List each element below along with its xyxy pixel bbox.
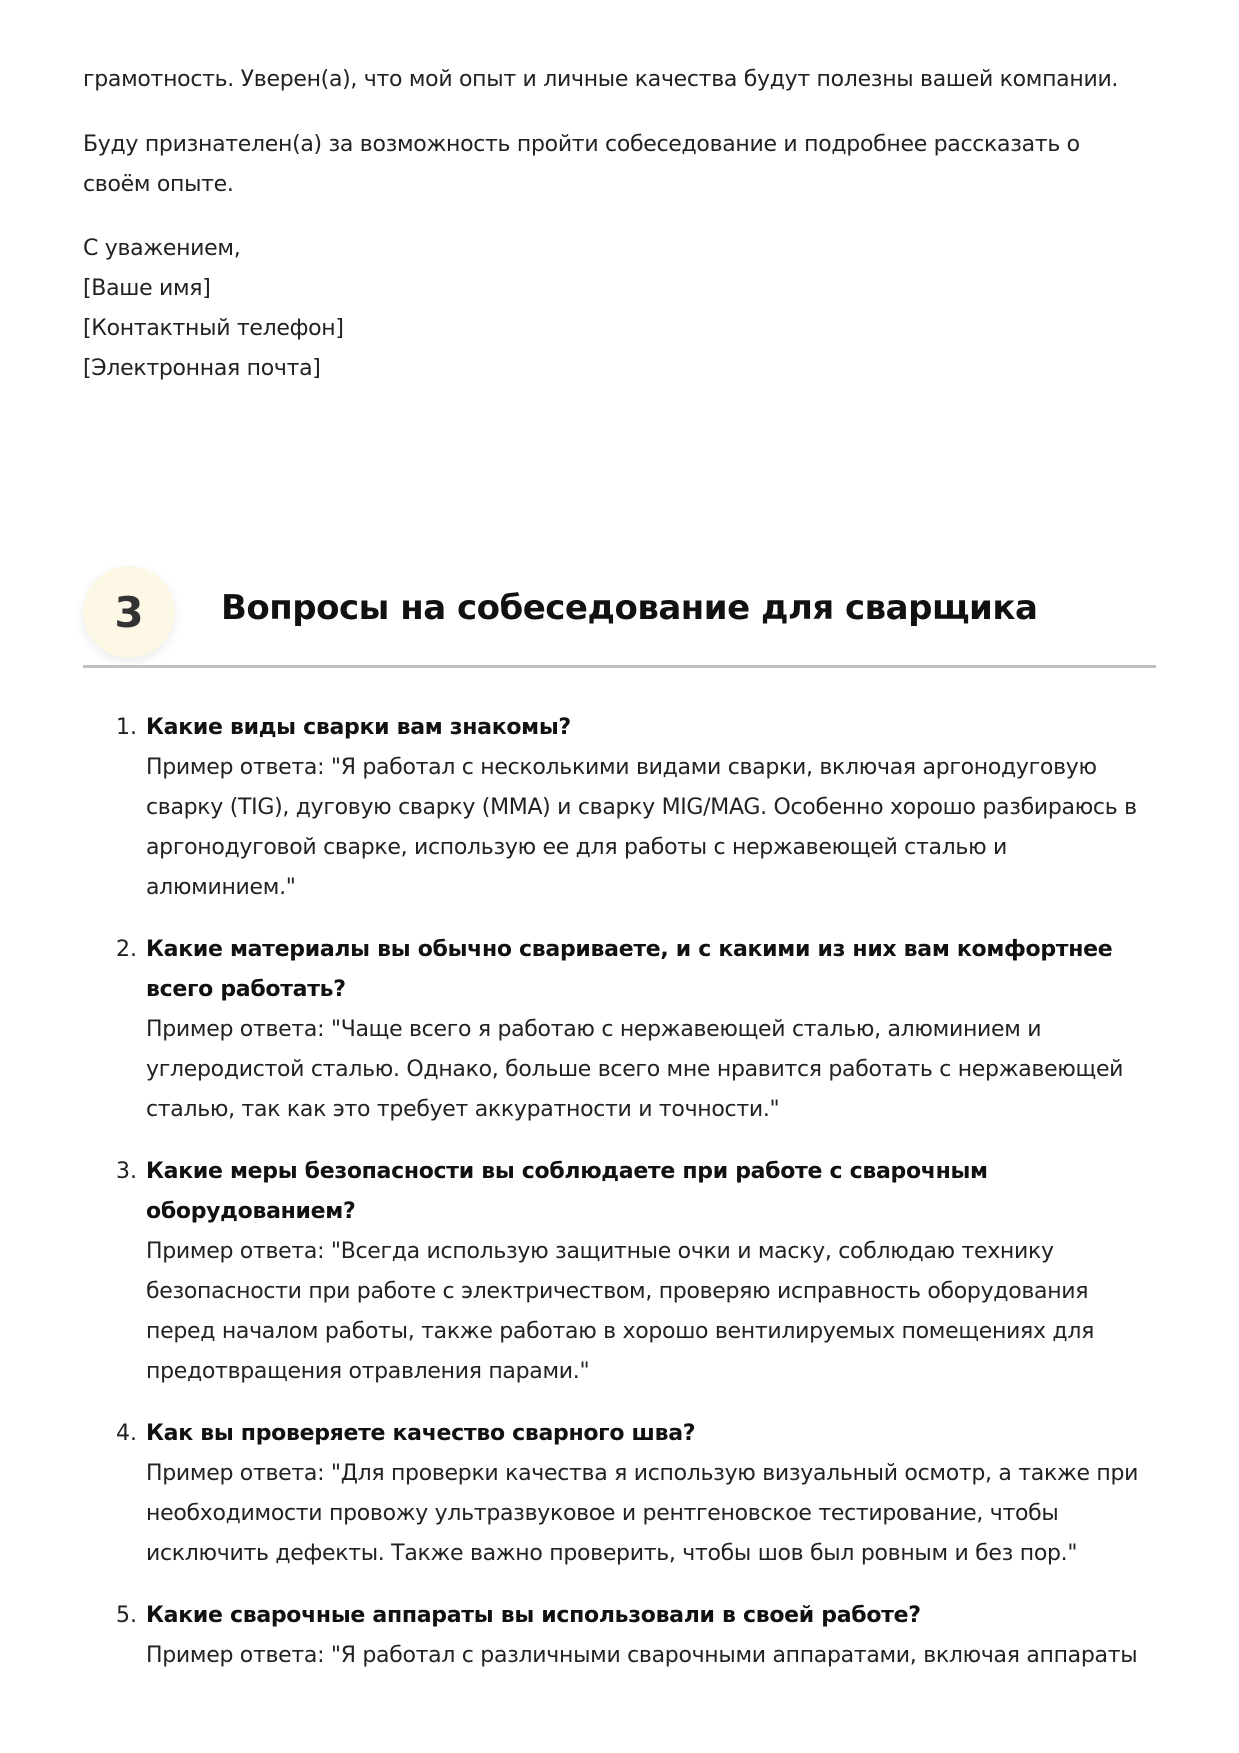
question-text: Как вы проверяете качество сварного шва? bbox=[146, 1421, 696, 1446]
answer-text: Пример ответа: "Всегда использую защитные очки и маску, соблюдаю технику безопасности при работе с электричеством, проверяю исправность оборудования перед началом работы, также работаю в хорошо вентилируемых помещениях для предотвращения отравления парами." bbox=[146, 1239, 1095, 1384]
section-number-badge: 3 bbox=[83, 566, 175, 658]
letter-paragraph-end: грамотность. Уверен(а), что мой опыт и личные качества будут полезны вашей компании. bbox=[83, 67, 1119, 92]
question-text: Какие меры безопасности вы соблюдаете при работе с сварочным оборудованием? bbox=[146, 1159, 988, 1224]
list-item bbox=[83, 1152, 1163, 1392]
signature-email: [Электронная почта] bbox=[83, 356, 321, 381]
answer-text: Пример ответа: "Для проверки качества я использую визуальный осмотр, а также при необходимости провожу ультразвуковое и рентгеновское тестирование, чтобы исключить дефекты. Также важно проверить, чтобы шов был ровным и без пор." bbox=[146, 1461, 1139, 1566]
section-divider bbox=[83, 665, 1156, 668]
list-item bbox=[83, 708, 1163, 908]
answer-text: Пример ответа: "Я работал с несколькими видами сварки, включая аргонодуговую сварку (TIG), дуговую сварку (MMA) и сварку MIG/MAG. Особенно хорошо разбираюсь в аргонодуговой сварке, использую ее для работы с нержавеющей сталью и алюминием." bbox=[146, 755, 1137, 900]
section-title: Вопросы на собеседование для сварщика bbox=[221, 588, 1038, 628]
question-number: 2. bbox=[116, 937, 137, 962]
answer-text: Пример ответа: "Чаще всего я работаю с нержавеющей сталью, алюминием и углеродистой сталью. Однако, больше всего мне нравится работать с нержавеющей сталью, так как это требует аккуратности и точности." bbox=[146, 1017, 1124, 1122]
list-item bbox=[83, 1414, 1163, 1574]
question-number: 5. bbox=[116, 1603, 137, 1628]
question-number: 4. bbox=[116, 1421, 137, 1446]
questions-list bbox=[83, 708, 1163, 1698]
question-text: Какие материалы вы обычно свариваете, и с какими из них вам комфортнее всего работать? bbox=[146, 937, 1113, 1002]
question-number: 3. bbox=[116, 1159, 137, 1184]
list-item bbox=[83, 930, 1163, 1130]
signature-phone: [Контактный телефон] bbox=[83, 316, 344, 341]
letter-paragraph-interview: Буду признателен(а) за возможность пройти собеседование и подробнее рассказать о своём опыте. bbox=[83, 132, 1080, 197]
answer-text: Пример ответа: "Я работал с различными сварочными аппаратами, включая аппараты bbox=[146, 1643, 1138, 1668]
question-text: Какие сварочные аппараты вы использовали в своей работе? bbox=[146, 1603, 921, 1628]
list-item bbox=[83, 1596, 1163, 1676]
letter-signature bbox=[83, 229, 344, 389]
signature-name: [Ваше имя] bbox=[83, 276, 211, 301]
question-text: Какие виды сварки вам знакомы? bbox=[146, 715, 571, 740]
signature-closing: С уважением, bbox=[83, 236, 241, 261]
question-number: 1. bbox=[116, 715, 137, 740]
section-heading bbox=[83, 560, 1156, 670]
